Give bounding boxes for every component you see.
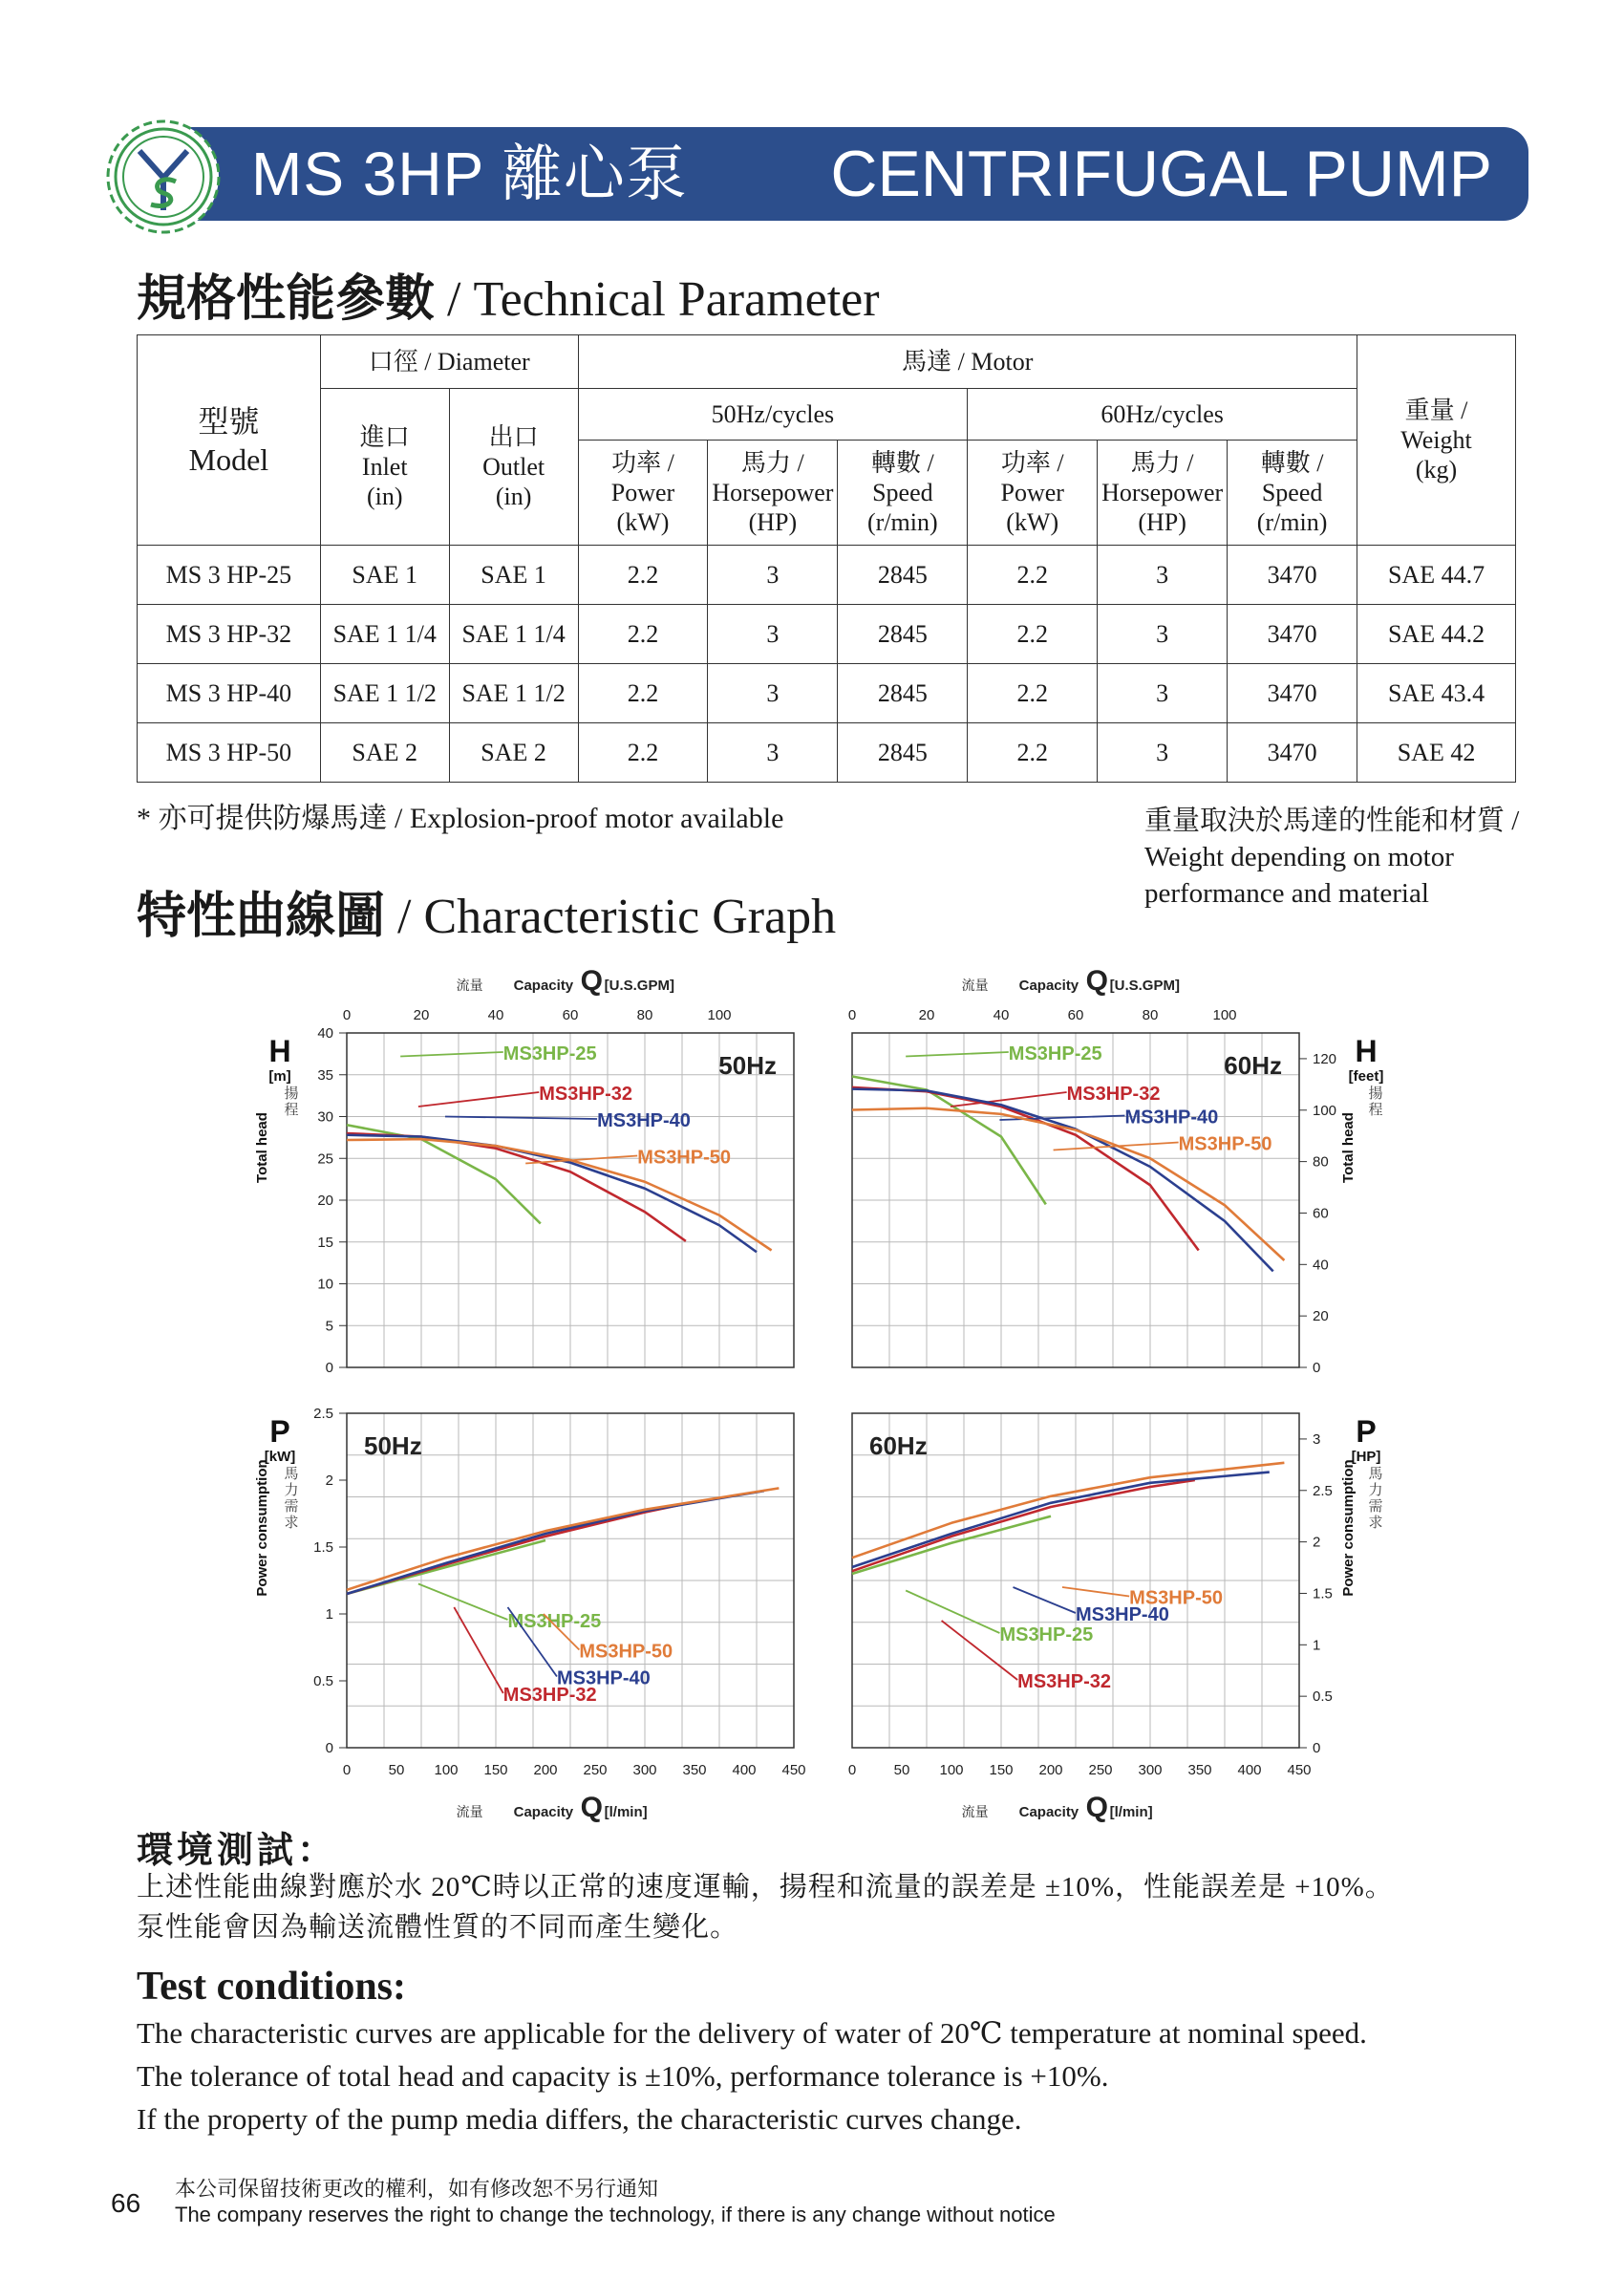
series-label: MS3HP-25 <box>999 1624 1094 1645</box>
series-label: MS3HP-50 <box>1129 1587 1223 1609</box>
x-tick-label: 50 <box>893 1762 910 1778</box>
series-line-ms3hp-40 <box>347 1491 764 1594</box>
y-axis-unit: [kW] <box>264 1449 296 1465</box>
cell-speed-60: 3470 <box>1228 723 1357 783</box>
page-number: 66 <box>111 2188 141 2218</box>
cell-hp-50: 3 <box>708 546 838 605</box>
conditions-en-line-2: The tolerance of total head and capacity is ±10%, performance tolerance is +10%. <box>137 2059 1109 2093</box>
frequency-title: 50Hz <box>718 1051 777 1080</box>
y2-tick-label: 120 <box>1313 1050 1337 1067</box>
x-tick-label: 100 <box>434 1762 459 1778</box>
y-axis-title: Power consumption <box>1340 1459 1357 1597</box>
x-axis-title-part: Q <box>580 965 603 997</box>
cell-hp-60: 3 <box>1098 723 1228 783</box>
series-leader <box>906 1591 999 1634</box>
cell-hp-60: 3 <box>1098 546 1228 605</box>
weight-note: 重量取決於馬達的性能和材質 / Weight depending on motor performance and material <box>1144 806 1520 909</box>
y-tick-label: 20 <box>317 1193 333 1209</box>
x-tick-label: 40 <box>993 1007 1010 1023</box>
y-tick-label: 35 <box>317 1066 333 1084</box>
x-axis-title-part: [U.S.GPM] <box>1109 978 1180 994</box>
y-tick-label: 15 <box>317 1234 333 1251</box>
x-tick-label: 300 <box>1138 1762 1163 1778</box>
th-power-50: 功率 / Power (kW) <box>578 441 708 546</box>
y-tick-label: 2.5 <box>313 1406 333 1422</box>
y-axis-letter: H <box>1355 1034 1378 1068</box>
y2-tick-label: 2.5 <box>1313 1482 1333 1499</box>
x-tick-label: 450 <box>781 1762 806 1778</box>
cell-power-60: 2.2 <box>968 546 1098 605</box>
cell-model: MS 3 HP-32 <box>138 605 321 664</box>
series-leader <box>418 1092 539 1107</box>
y-tick-label: 10 <box>317 1276 333 1293</box>
th-speed-60: 轉數 / Speed (r/min) <box>1228 441 1357 546</box>
x-tick-label: 300 <box>632 1762 657 1778</box>
cell-inlet: SAE 1 1/4 <box>320 605 449 664</box>
cell-weight: SAE 44.2 <box>1357 605 1516 664</box>
series-leader <box>1013 1587 1076 1613</box>
tech-parameter-title: 規格性能參數 / Technical Parameter <box>137 272 880 327</box>
y-tick-label: 30 <box>317 1108 333 1126</box>
x-tick-label: 80 <box>636 1007 653 1023</box>
characteristic-graph-title: 特性曲線圖 / Characteristic Graph <box>137 890 837 944</box>
y2-tick-label: 100 <box>1313 1102 1337 1119</box>
x-tick-label: 0 <box>847 1762 857 1778</box>
x-axis-title-part: Capacity <box>1018 978 1079 994</box>
cell-power-50: 2.2 <box>578 605 708 664</box>
series-label: MS3HP-32 <box>1017 1671 1111 1692</box>
x-tick-label: 60 <box>562 1007 579 1023</box>
series-label: MS3HP-40 <box>1076 1604 1169 1625</box>
th-inlet: 進口 Inlet (in) <box>320 389 449 546</box>
x-tick-label: 20 <box>413 1007 430 1023</box>
conditions-title-en: Test conditions: <box>137 1965 407 2009</box>
y-axis-title-zh: 揚 <box>1368 1086 1383 1102</box>
y-tick-label: 0 <box>325 1740 333 1756</box>
cell-hp-60: 3 <box>1098 664 1228 723</box>
series-label: MS3HP-25 <box>1008 1043 1102 1064</box>
y-axis-letter: H <box>268 1034 291 1068</box>
th-50hz: 50Hz/cycles <box>578 389 968 441</box>
y2-tick-label: 0 <box>1313 1360 1321 1376</box>
y-axis-letter: P <box>269 1414 290 1449</box>
cell-weight: SAE 42 <box>1357 723 1516 783</box>
y-axis-title-zh: 求 <box>284 1515 299 1531</box>
th-motor: 馬達 / Motor <box>578 335 1357 389</box>
x-tick-label: 50 <box>388 1762 405 1778</box>
y-axis-title-zh: 力 <box>1368 1482 1383 1498</box>
x-tick-label: 40 <box>487 1007 504 1023</box>
x-tick-label: 0 <box>342 1007 352 1023</box>
cell-model: MS 3 HP-50 <box>138 723 321 783</box>
series-label: MS3HP-50 <box>1178 1133 1272 1155</box>
th-hp-60: 馬力 / Horsepower (HP) <box>1098 441 1228 546</box>
series-label: MS3HP-40 <box>556 1667 651 1689</box>
cell-hp-50: 3 <box>708 605 838 664</box>
y2-tick-label: 40 <box>1313 1257 1329 1274</box>
series-label: MS3HP-50 <box>637 1147 732 1169</box>
th-60hz: 60Hz/cycles <box>968 389 1357 441</box>
y2-tick-label: 60 <box>1313 1205 1329 1222</box>
conditions-en-line-1: The characteristic curves are applicable for the delivery of water of 20℃ temperature at nominal speed. <box>137 2016 1367 2050</box>
x-axis-title-part: [U.S.GPM] <box>604 978 674 994</box>
x-axis-title-part: 流量 <box>961 978 989 993</box>
th-speed-50: 轉數 / Speed (r/min) <box>838 441 968 546</box>
series-label: MS3HP-32 <box>539 1084 633 1105</box>
th-hp-50: 馬力 / Horsepower (HP) <box>708 441 838 546</box>
cell-model: MS 3 HP-40 <box>138 664 321 723</box>
y2-tick-label: 0 <box>1313 1740 1321 1756</box>
x-tick-label: 60 <box>1067 1007 1084 1023</box>
cell-speed-50: 2845 <box>838 664 968 723</box>
cell-speed-60: 3470 <box>1228 546 1357 605</box>
y-tick-label: 0.5 <box>313 1673 333 1689</box>
footer-notice-zh: 本公司保留技術更改的權利，如有修改恕不另行通知 <box>175 2177 659 2201</box>
cell-speed-60: 3470 <box>1228 605 1357 664</box>
y-axis-unit: [m] <box>268 1068 291 1085</box>
y-axis-title-zh: 馬 <box>284 1466 299 1482</box>
cell-hp-50: 3 <box>708 664 838 723</box>
series-leader <box>906 1052 1009 1057</box>
y-axis-title: Power consumption <box>254 1459 270 1597</box>
series-label: MS3HP-40 <box>597 1110 691 1131</box>
y-tick-label: 1.5 <box>313 1539 333 1556</box>
y-axis-title-zh: 力 <box>284 1482 299 1498</box>
cell-power-60: 2.2 <box>968 723 1098 783</box>
x-tick-label: 150 <box>483 1762 508 1778</box>
th-weight: 重量 / Weight (kg) <box>1357 335 1516 546</box>
cell-power-50: 2.2 <box>578 664 708 723</box>
x-axis-title-part: 流量 <box>456 978 483 993</box>
y-axis-title-zh: 需 <box>1368 1498 1383 1515</box>
y-tick-label: 5 <box>325 1318 333 1335</box>
y-tick-label: 40 <box>317 1025 333 1042</box>
cell-inlet: SAE 2 <box>320 723 449 783</box>
y2-tick-label: 1 <box>1313 1637 1321 1654</box>
conditions-zh-line-2: 泵性能會因為輸送流體性質的不同而產生變化。 <box>137 1912 739 1943</box>
x-tick-label: 200 <box>533 1762 558 1778</box>
x-tick-label: 250 <box>1088 1762 1113 1778</box>
y-axis-title-zh: 揚 <box>284 1086 299 1102</box>
cell-inlet: SAE 1 1/2 <box>320 664 449 723</box>
y-axis-unit: [HP] <box>1351 1449 1381 1465</box>
frequency-title: 60Hz <box>1224 1051 1282 1080</box>
cell-power-50: 2.2 <box>578 723 708 783</box>
x-tick-label: 400 <box>732 1762 757 1778</box>
banner-title-left: MS 3HP 離心泵 <box>251 140 688 208</box>
x-axis-title-part: 流量 <box>456 1804 483 1819</box>
x-tick-label: 200 <box>1038 1762 1063 1778</box>
x-tick-label: 150 <box>989 1762 1014 1778</box>
th-diameter: 口徑 / Diameter <box>320 335 578 389</box>
x-tick-label: 0 <box>342 1762 352 1778</box>
y-axis-title-zh: 求 <box>1368 1515 1383 1531</box>
y2-tick-label: 1.5 <box>1313 1585 1333 1602</box>
x-tick-label: 100 <box>1212 1007 1237 1023</box>
series-label: MS3HP-50 <box>579 1641 673 1663</box>
y-tick-label: 25 <box>317 1150 333 1168</box>
x-axis-title-part: Q <box>1085 965 1108 997</box>
cell-model: MS 3 HP-25 <box>138 546 321 605</box>
x-axis-title-part: 流量 <box>961 1804 989 1819</box>
cell-speed-50: 2845 <box>838 546 968 605</box>
conditions-en-line-3: If the property of the pump media differs, the characteristic curves change. <box>137 2102 1022 2136</box>
cell-outlet: SAE 1 1/4 <box>449 605 578 664</box>
x-axis-title-part: [l/min] <box>1109 1804 1153 1820</box>
cell-outlet: SAE 1 1/2 <box>449 664 578 723</box>
x-tick-label: 100 <box>939 1762 964 1778</box>
x-axis-title-part: Q <box>1085 1792 1108 1823</box>
cell-inlet: SAE 1 <box>320 546 449 605</box>
cell-power-60: 2.2 <box>968 664 1098 723</box>
series-line-ms3hp-40 <box>852 1473 1270 1567</box>
frequency-title: 50Hz <box>364 1431 422 1460</box>
y-axis-title-zh: 程 <box>1368 1102 1383 1118</box>
y-axis-title-zh: 需 <box>284 1498 299 1515</box>
x-axis-title-part: Capacity <box>1018 1804 1079 1820</box>
y-axis-title-zh: 馬 <box>1368 1466 1383 1482</box>
y-axis-title: Total head <box>1340 1112 1357 1183</box>
series-leader <box>400 1052 503 1057</box>
series-line-ms3hp-25 <box>852 1516 1051 1574</box>
cell-outlet: SAE 1 <box>449 546 578 605</box>
cell-speed-50: 2845 <box>838 605 968 664</box>
x-axis-title-part: Q <box>580 1792 603 1823</box>
x-axis-title-part: Capacity <box>513 1804 574 1820</box>
frequency-title: 60Hz <box>869 1431 928 1460</box>
conditions-title-zh: 環境測試： <box>137 1831 338 1871</box>
cell-speed-60: 3470 <box>1228 664 1357 723</box>
banner-title-right: CENTRIFUGAL PUMP <box>830 138 1492 210</box>
x-tick-label: 0 <box>847 1007 857 1023</box>
y-axis-unit: [feet] <box>1348 1068 1384 1085</box>
footer-notice-en: The company reserves the right to change the technology, if there is any change without notice <box>175 2203 1056 2226</box>
y-tick-label: 2 <box>325 1473 333 1489</box>
x-tick-label: 350 <box>682 1762 707 1778</box>
y-tick-label: 0 <box>325 1360 333 1376</box>
cell-power-60: 2.2 <box>968 605 1098 664</box>
explosion-proof-note: * 亦可提供防爆馬達 / Explosion-proof motor available <box>137 803 784 834</box>
y2-tick-label: 2 <box>1313 1534 1321 1551</box>
cell-power-50: 2.2 <box>578 546 708 605</box>
x-tick-label: 80 <box>1142 1007 1159 1023</box>
series-leader <box>418 1584 508 1621</box>
series-label: MS3HP-32 <box>1066 1084 1161 1105</box>
y2-tick-label: 3 <box>1313 1430 1321 1448</box>
series-label: MS3HP-40 <box>1124 1107 1219 1129</box>
th-model: 型號 Model <box>138 335 321 546</box>
series-label: MS3HP-25 <box>507 1611 602 1632</box>
cell-hp-60: 3 <box>1098 605 1228 664</box>
series-label: MS3HP-25 <box>502 1043 597 1064</box>
cell-speed-50: 2845 <box>838 723 968 783</box>
x-tick-label: 350 <box>1187 1762 1212 1778</box>
cell-outlet: SAE 2 <box>449 723 578 783</box>
y-axis-title-zh: 程 <box>284 1102 299 1118</box>
cell-hp-50: 3 <box>708 723 838 783</box>
cell-weight: SAE 43.4 <box>1357 664 1516 723</box>
y-axis-title: Total head <box>254 1112 270 1183</box>
x-axis-title-part: Capacity <box>513 978 574 994</box>
y-axis-letter: P <box>1356 1414 1377 1449</box>
x-tick-label: 20 <box>918 1007 935 1023</box>
y2-tick-label: 20 <box>1313 1308 1329 1325</box>
x-tick-label: 400 <box>1237 1762 1262 1778</box>
cell-weight: SAE 44.7 <box>1357 546 1516 605</box>
y2-tick-label: 80 <box>1313 1153 1329 1171</box>
series-leader <box>1062 1587 1129 1597</box>
th-outlet: 出口 Outlet (in) <box>449 389 578 546</box>
conditions-zh-line-1: 上述性能曲線對應於水 20℃時以正常的速度運輸，揚程和流量的誤差是 ±10%，性能誤差是 +10%。 <box>137 1872 1394 1903</box>
x-axis-title-part: [l/min] <box>604 1804 648 1820</box>
x-tick-label: 100 <box>707 1007 732 1023</box>
series-label: MS3HP-32 <box>502 1685 597 1706</box>
y2-tick-label: 0.5 <box>1313 1688 1333 1706</box>
x-tick-label: 250 <box>583 1762 608 1778</box>
y-tick-label: 1 <box>325 1606 333 1623</box>
th-power-60: 功率 / Power (kW) <box>968 441 1098 546</box>
x-tick-label: 450 <box>1287 1762 1312 1778</box>
